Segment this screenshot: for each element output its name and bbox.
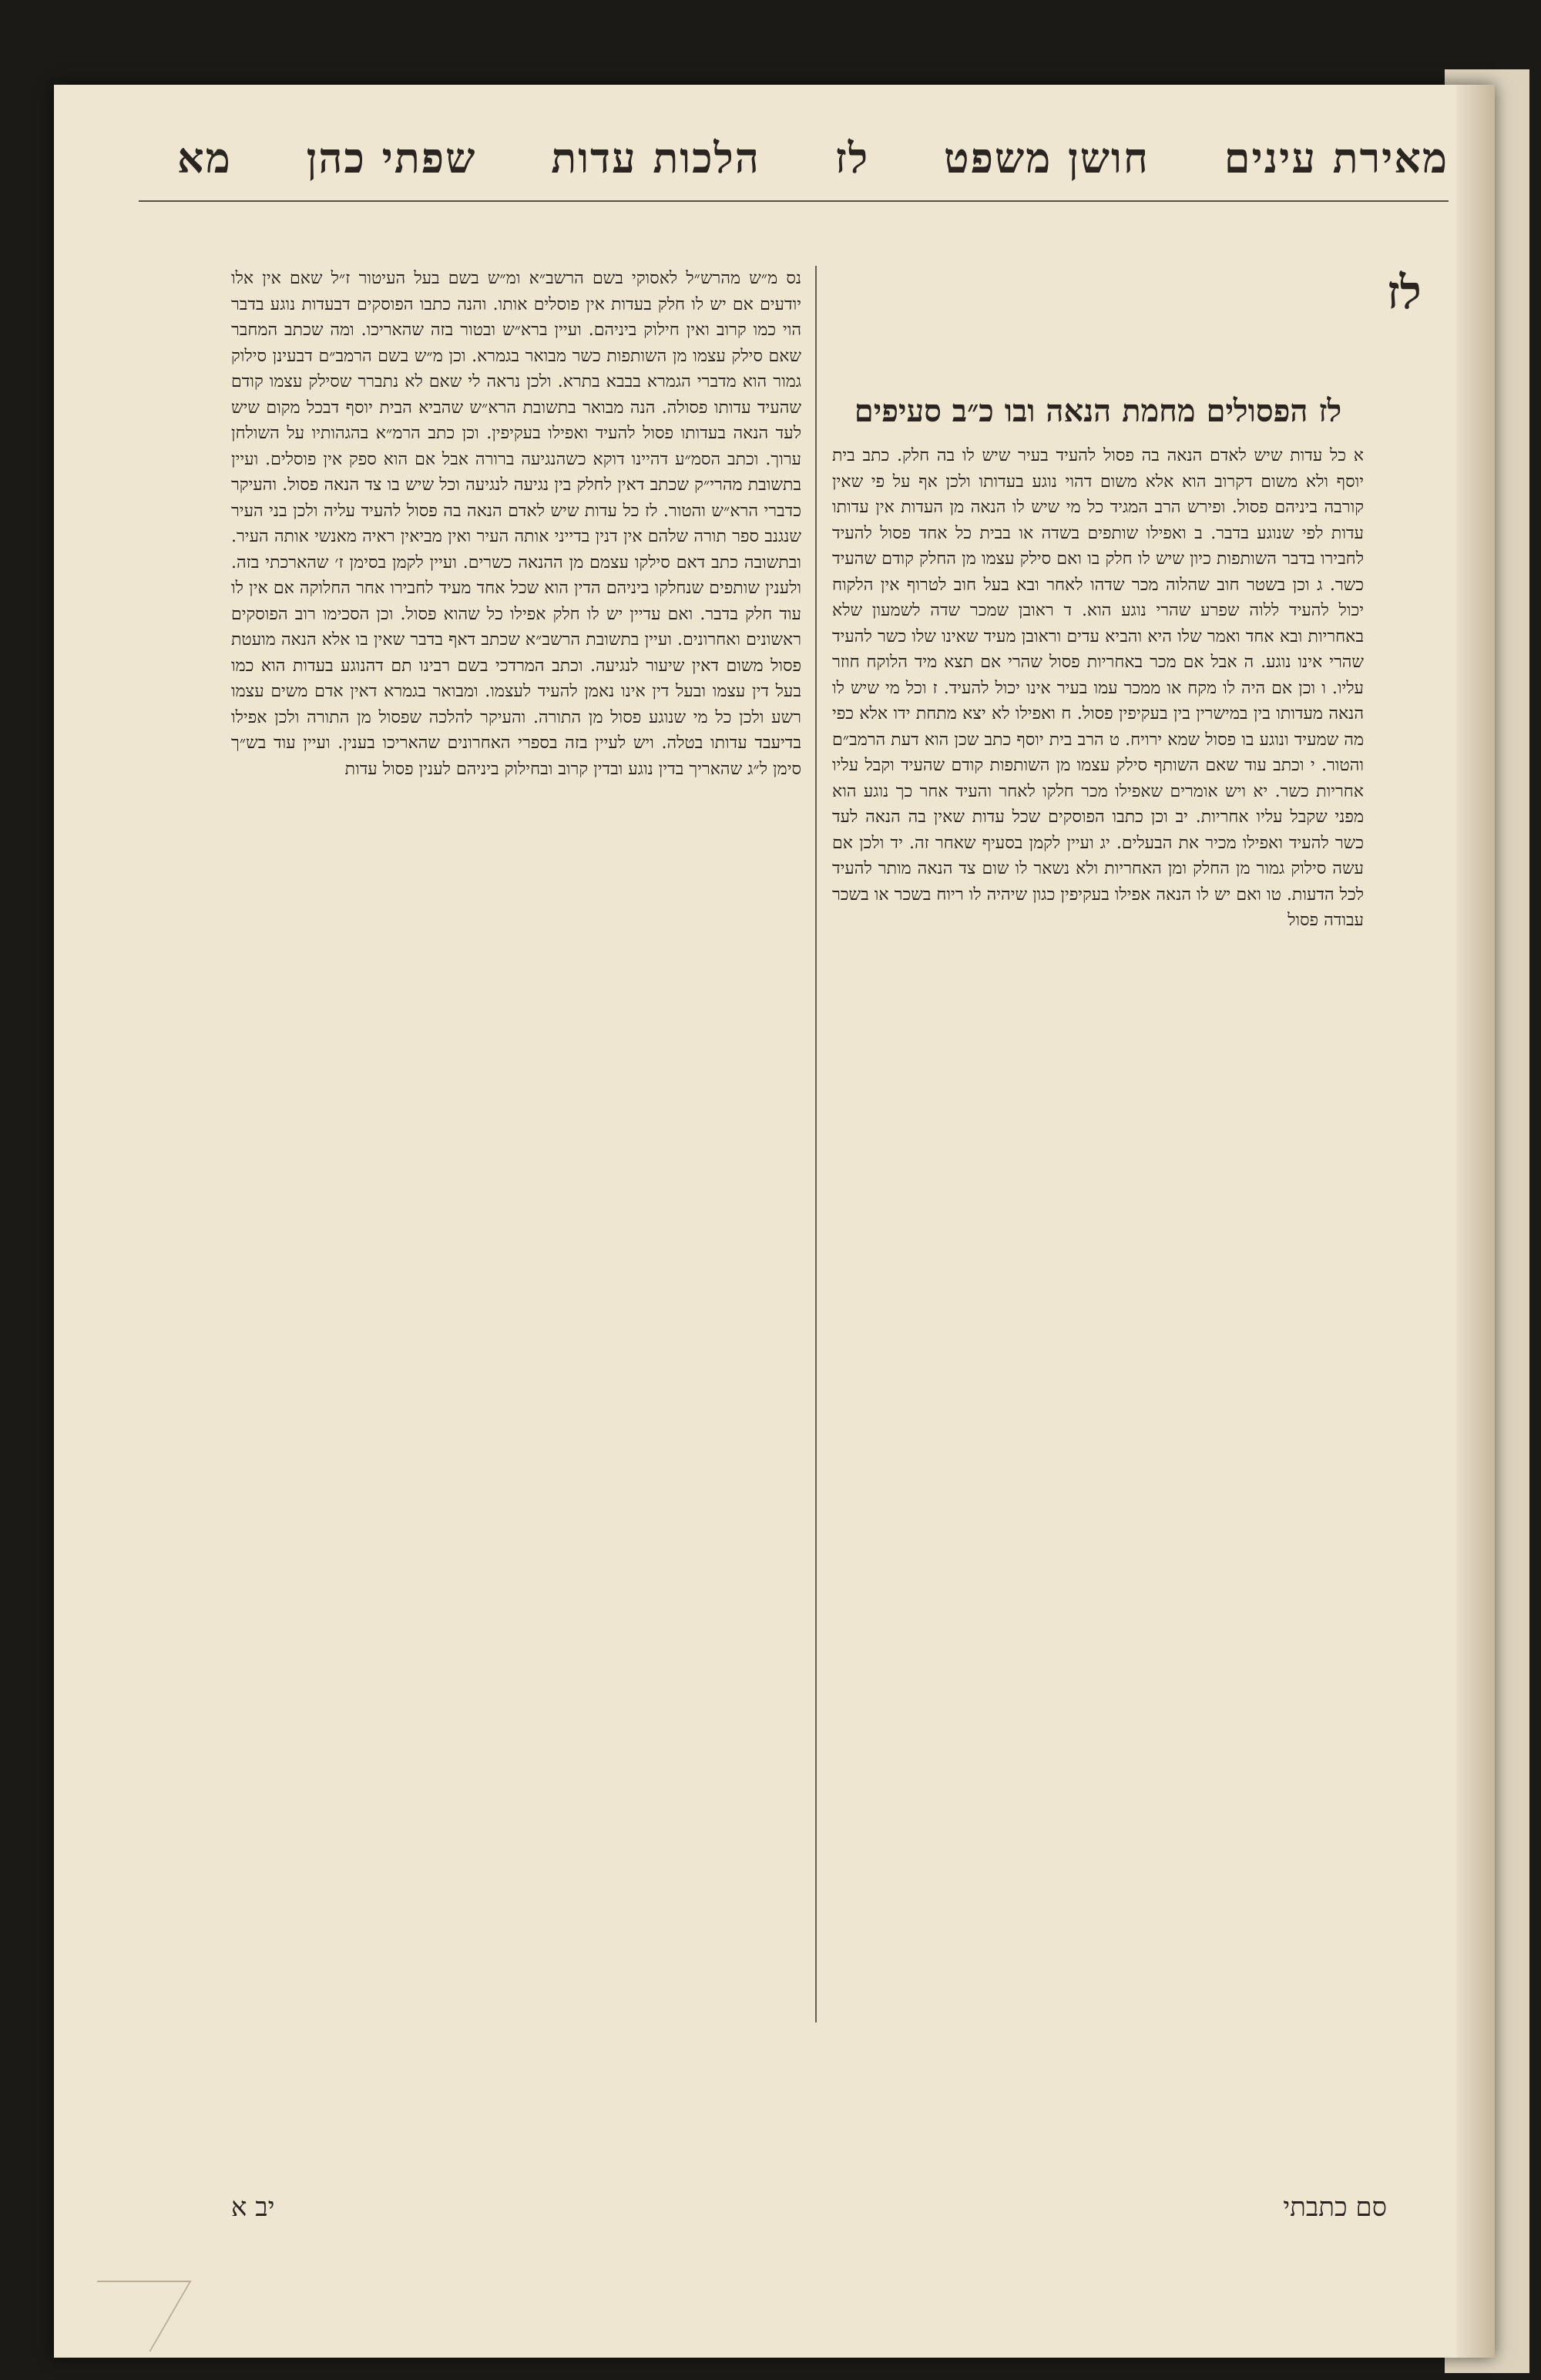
commentary-left-column: נס מ״ש מהרש״ל לאסוקי בשם הרשב״א ומ״ש בשם בעל העיטור ז״ל שאם אין אלו יודעים אם יש לו חלק בעדות אין פוסלים אותו. והנה כתבו הפוסקים דבעדות נוגע בדבר הוי כמו קרוב ואין חילוק ביניהם. ועיין ברא״ש ובטור בזה שהאריכו. ומה שכתב המחבר שאם סילק עצמו מן השותפות כשר מבואר בגמרא. וכן מ״ש בשם הרמב״ם דבעינן סילוק גמור הוא מדברי הגמרא בבבא בתרא. ולכן נראה לי שאם לא נתברר שסילק עצמו קודם שהעיד עדותו פסולה. הנה מבואר בתשובת הרא״ש שהביא הבית יוסף דבכל מקום שיש לעד הנאה בעדותו פסול להעיד ואפילו בעקיפין. וכן כתב הרמ״א בהגהותיו על השולחן ערוך. וכתב הסמ״ע דהיינו דוקא כשהנגיעה ברורה אבל אם הוא ספק אין פוסלים. ועיין בתשובת מהרי״ק שכתב דאין לחלק בין נגיעה לנגיעה וכל שיש בו צד הנאה פסול. והעיקר כדברי הרא״ש והטור. לז כל עדות שיש לאדם הנאה בה פסול להעיד עליה ולכן בני העיר שנגנב ספר תורה שלהם אין דנין בדייני אותה העיר ואין מביאין ראיה מאנשי אותה העיר. ובתשובה כתב דאם סילקו עצמם מן ההנאה כשרים. ועיין לקמן בסימן ז׳ שהארכתי בזה. ולענין שותפים שנחלקו ביניהם הדין הוא שכל אחד מעיד לחבירו אחר החלוקה אם אין לו עוד חלק בדבר. ואם עדיין יש לו חלק אפילו כל שהוא פסול. וכן הסכימו רוב הפוסקים ראשונים ואחרונים. ועיין בתשובת הרשב״א שכתב דאף בדבר שאין בו אלא הנאה מועטת פסול משום דאין שיעור לנגיעה. וכתב המרדכי בשם רבינו תם דהנוגע בעדות הוא כמו בעל דין עצמו ובעל דין אינו נאמן להעיד לעצמו. ומבואר בגמרא דאין אדם משים עצמו רשע ולכן כל מי שנוגע פסול מן התורה. והעיקר להלכה שפסול מן התורה ולכן אפילו בדיעבד עדותו בטלה. ויש לעיין בזה בספרי האחרונים שהאריכו בענין. ועיין עוד בש״ך סימן ל״ג שהאריך בדין נוגע ובדין קרוב ובחילוק ביניהם לענין פסול עדות	[231, 269, 801, 779]
header-siman: לז	[834, 133, 870, 183]
column-divider	[815, 266, 817, 2022]
header-folio: מא	[177, 133, 232, 183]
section-heading: לז הפסולים מחמת הנאה ובו כ״ב סעיפים	[854, 393, 1342, 429]
commentary-right-column: א כל עדות שיש לאדם הנאה בה פסול להעיד בעיר שיש לו בה חלק. כתב בית יוסף ולא משום דקרוב הוא אלא משום דהוי נוגע בעדותו ולכן אף על פי שאין קורבה ביניהם פסול. ופירש הרב המגיד כל מי שיש לו הנאה מן העדות אין עדותו עדות לפי שנוגע בדבר. ב ואפילו שותפים בשדה או בבית כל אחד פסול להעיד לחבירו בדבר השותפות כיון שיש לו חלק בו ואם סילק עצמו מן החלק קודם שהעיד כשר. ג וכן בשטר חוב שהלוה מכר שדהו לאחר ובא בעל חוב לטרוף אין הלקוח יכול להעיד ללוה שפרע שהרי נוגע הוא. ד ראובן שמכר שדה לשמעון שלא באחריות ובא אחד ואמר שלו היא והביא עדים וראובן מעיד שאינו שלו כשר להעיד שהרי אינו נוגע. ה אבל אם מכר באחריות פסול שהרי אם תצא מיד הלוקח חוזר עליו. ו וכן אם היה לו מקח או ממכר עמו בעיר אינו יכול להעיד. ז וכל מי שיש לו הנאה מעדותו בין במישרין בין בעקיפין פסול. ח ואפילו לא יצא מתחת ידו אלא כפי מה שמעיד ונוגע בו פסול שמא ירויח. ט הרב בית יוסף כתב שכן הוא דעת הרמב״ם והטור. י וכתב עוד שאם השותף סילק עצמו מן השותפות קודם שהעיד וקבל עליו אחריות כשר. יא ויש אומרים שאפילו מכר חלקו לאחר והעיד אחר כך נוגע הוא מפני שקבל עליו אחריות. יב וכן כתבו הפוסקים שכל עדות שאין בה הנאה לעד כשר להעיד ואפילו מכיר את הבעלים. יג ועיין לקמן בסעיף שאחר זה. יד ולכן אם עשה סילוק גמור מן החלק ומן האחריות ולא נשאר לו שום צד הנאה מותר להעיד לכל הדעות. טו ואם יש לו הנאה אפילו בעקיפין כגון שיהיה לו ריוח בשכר או בשכר עבודה פסול	[832, 446, 1364, 930]
catchword: סם כתבתי	[1283, 2192, 1387, 2223]
signature-mark: יב א	[231, 2192, 275, 2223]
header-rule	[139, 200, 1449, 202]
running-header	[177, 123, 1449, 193]
header-section: הלכות עדות	[551, 133, 760, 183]
header-volume: חושן משפט	[944, 133, 1150, 183]
header-title-left: שפתי כהן	[306, 133, 477, 183]
header-title-right: מאירת עינים	[1224, 133, 1449, 183]
page-footer	[231, 2192, 1387, 2223]
siman-label: לז	[1387, 266, 1422, 320]
